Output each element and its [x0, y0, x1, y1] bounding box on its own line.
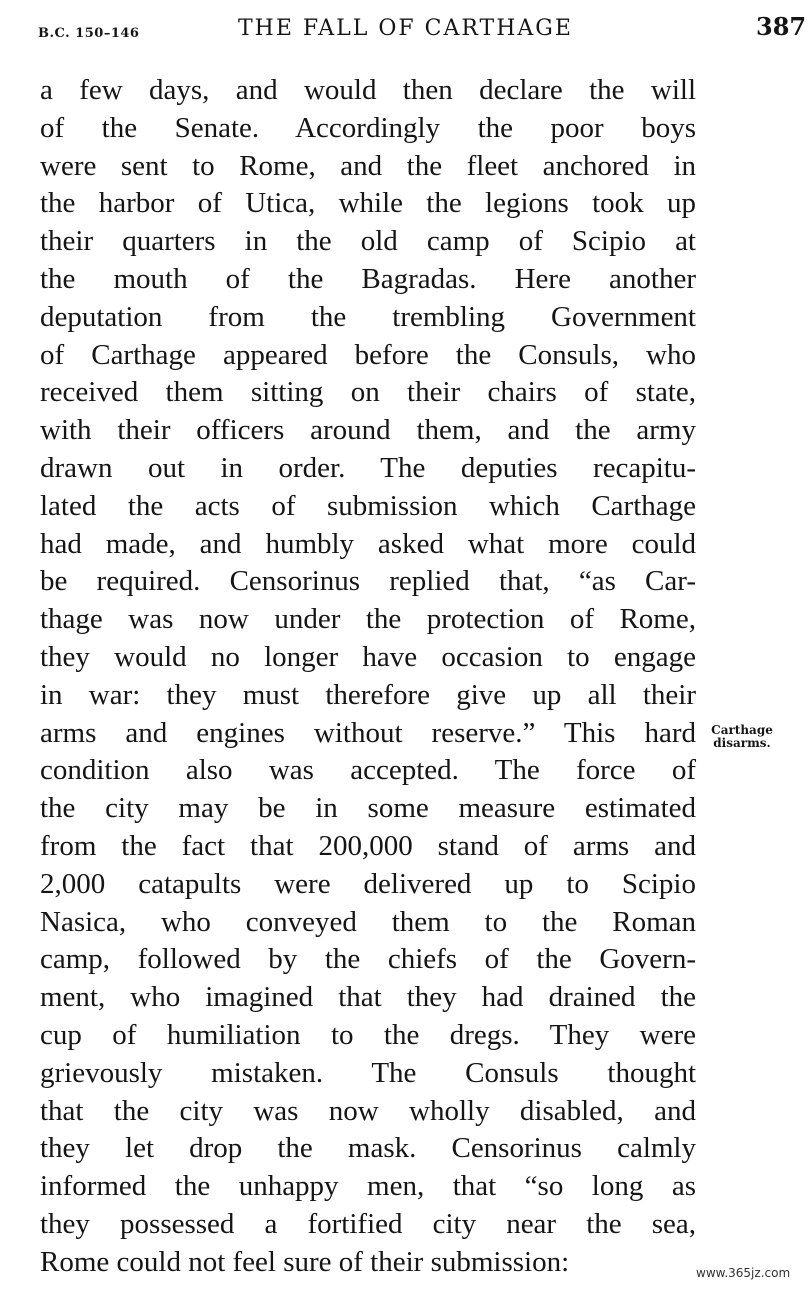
header-years: B.C. 150–146	[38, 26, 140, 41]
text-line: with their officers around them, and the army	[40, 414, 696, 447]
text-line: informed the unhappy men, that “so long as	[40, 1170, 696, 1203]
text-line: of Carthage appeared before the Consuls, who	[40, 338, 696, 371]
text-line: the city may be in some measure estimated	[40, 792, 696, 825]
text-line: be required. Censorinus replied that, “as Car-	[40, 565, 696, 598]
watermark: www.365jz.com	[696, 1266, 791, 1280]
page-title: THE FALL OF CARTHAGE	[238, 16, 573, 41]
text-line: grievously mistaken. The Consuls thought	[40, 1056, 696, 1089]
text-line: they let drop the mask. Censorinus calmly	[40, 1132, 696, 1165]
running-header	[0, 0, 808, 60]
text-line: cup of humiliation to the dregs. They were	[40, 1018, 696, 1051]
page-number: 387	[756, 12, 807, 41]
text-line: that the city was now wholly disabled, and	[40, 1094, 696, 1127]
text-line: condition also was accepted. The force of	[40, 754, 696, 787]
text-line: of the Senate. Accordingly the poor boys	[40, 111, 696, 144]
text-line: the mouth of the Bagradas. Here another	[40, 262, 696, 295]
text-line: a few days, and would then declare the will	[40, 74, 696, 106]
text-line: from the fact that 200,000 stand of arms and	[40, 829, 696, 862]
text-line: were sent to Rome, and the fleet anchored in	[40, 149, 696, 182]
text-line: thage was now under the protection of Rome,	[40, 603, 696, 636]
text-line: their quarters in the old camp of Scipio at	[40, 225, 696, 258]
text-line: in war: they must therefore give up all their	[40, 678, 696, 711]
margin-note-line: disarms.	[713, 736, 771, 750]
text-line: the harbor of Utica, while the legions took up	[40, 187, 696, 220]
text-line: deputation from the trembling Government	[40, 300, 696, 333]
text-line: drawn out in order. The deputies recapitu-	[40, 451, 696, 484]
margin-note	[702, 724, 782, 750]
text-line: had made, and humbly asked what more could	[40, 527, 696, 560]
text-line: ment, who imagined that they had drained the	[40, 981, 696, 1014]
text-line: Rome could not feel sure of their submission:	[40, 1245, 570, 1278]
margin-note-line: Carthage	[711, 723, 773, 737]
text-line: Nasica, who conveyed them to the Roman	[40, 905, 696, 938]
text-line: they possessed a fortified city near the sea,	[40, 1207, 696, 1240]
body-text	[40, 72, 696, 1282]
text-line: camp, followed by the chiefs of the Govern-	[40, 943, 696, 976]
text-line: received them sitting on their chairs of state,	[40, 376, 696, 409]
text-line: arms and engines without reserve.” This hard	[40, 716, 696, 749]
text-line: they would no longer have occasion to engage	[40, 640, 696, 673]
text-line: lated the acts of submission which Carthage	[40, 489, 696, 522]
text-line: 2,000 catapults were delivered up to Scipio	[40, 867, 696, 900]
